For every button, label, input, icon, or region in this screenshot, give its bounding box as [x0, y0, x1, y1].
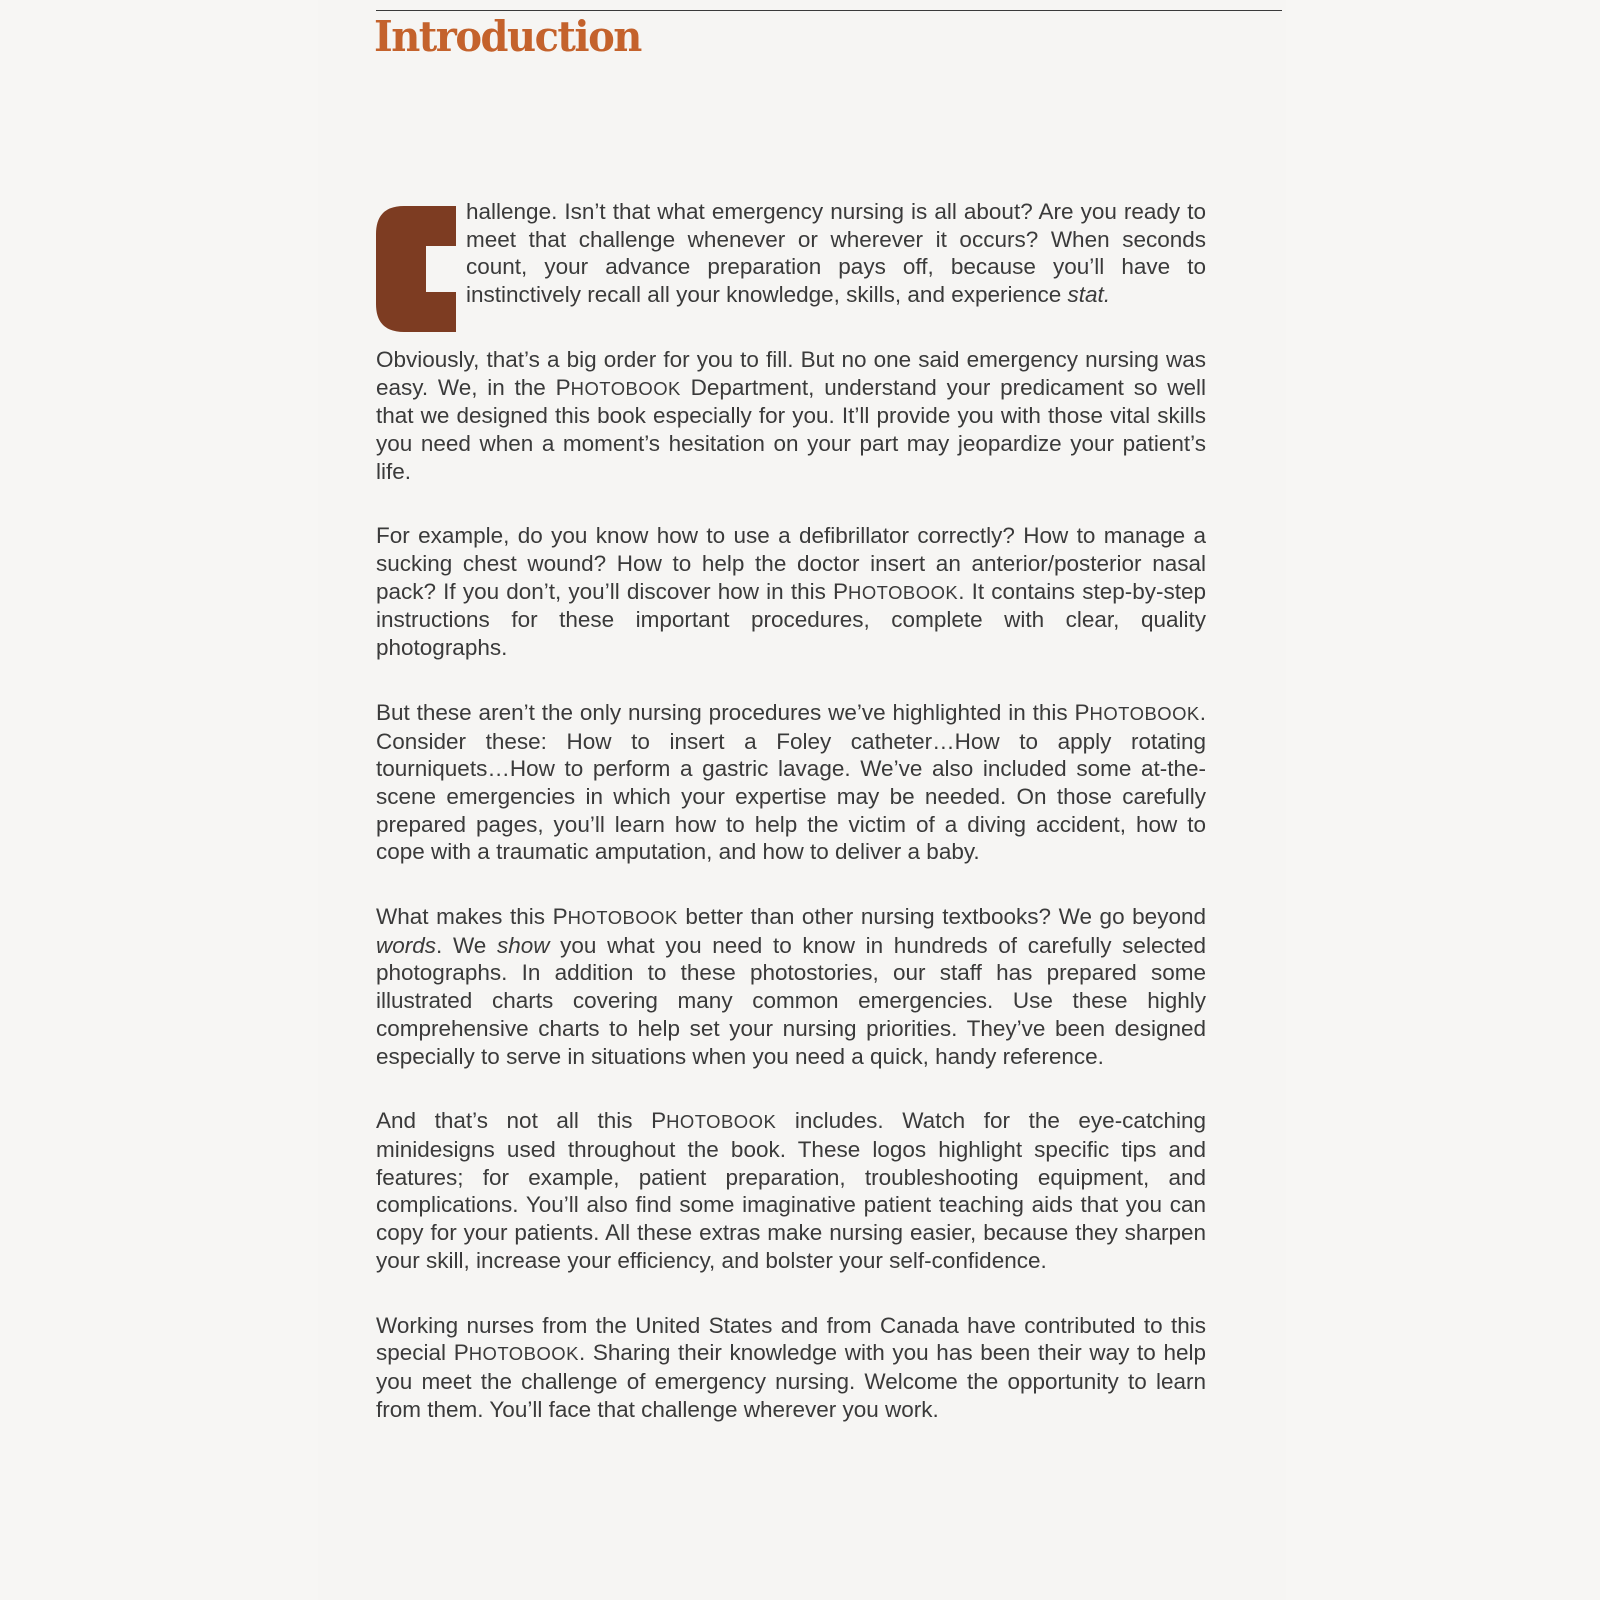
- paragraph-2: Obviously, that’s a big order for you to fill. But no one said emergency nursing was easy. We, in the PHOTOBOOK Department, understand your predicament so well that we designed this book especially for you. It’ll provide you with those vital skills you need when a moment’s hesitation on your part may jeopardize your patient’s life.: [376, 346, 1207, 484]
- brand-name: PHOTOBOOK: [832, 578, 959, 604]
- paragraph-4: But these aren’t the only nursing procedures we’ve highlighted in this PHOTOBOOK. Consider these: How to insert a Foley catheter…How to apply rotating tourniquets…How to perform a gastric lavage. We’ve also included some at-the-scene emergencies in which your expertise may be needed. On those carefully prepared pages, you’ll learn how to help the victim of a diving accident, how to cope with a traumatic amputation, and how to deliver a baby.: [376, 699, 1206, 865]
- paragraph-7: Working nurses from the United States and from Canada have contributed to this special PHOTOBOOK. Sharing their knowledge with you has been their way to help you meet the challenge of emergency nursing. Welcome the opportunity to learn from them. You’ll face that challenge wherever you work.: [376, 1312, 1206, 1422]
- brand-name: PHOTOBOOK: [555, 374, 681, 400]
- paragraph-1: hallenge. Isn’t that what emergency nursing is all about? Are you ready to meet that challenge whenever or wherever it occurs? When seconds count, your advance preparation pays off, because you’ll have to instinctively recall all your knowledge, skills, and experience stat.: [376, 198, 1206, 309]
- brand-name: PHOTOBOOK: [651, 1108, 777, 1134]
- brand-name: PHOTOBOOK: [453, 1340, 579, 1366]
- paragraph-3: For example, do you know how to use a defibrillator correctly? How to manage a sucking chest wound? How to help the doctor insert an anterior/posterior nasal pack? If you don’t, you’ll discover how in this PHOTOBOOK. It contains step-by-step instructions for these important procedures, complete with clear, quality photographs.: [376, 523, 1206, 661]
- drop-cap-c-icon: [376, 206, 456, 332]
- brand-name: PHOTOBOOK: [1074, 699, 1200, 725]
- paragraph-5: What makes this PHOTOBOOK better than other nursing textbooks? We go beyond words. We show you what you need to know in hundreds of carefully selected photographs. In addition to these photostories, our staff has prepared some illustrated charts covering many common emergencies. Use these highly comprehensive charts to help set your nursing priorities. They’ve been designed especially to serve in situations when you need a quick, handy reference.: [376, 904, 1206, 1069]
- article-body: [376, 198, 1206, 1460]
- page-title: Introduction: [374, 12, 641, 62]
- drop-cap: [376, 206, 456, 332]
- brand-name: PHOTOBOOK: [552, 904, 678, 930]
- paragraph-6: And that’s not all this PHOTOBOOK includes. Watch for the eye-catching minidesigns used throughout the book. These logos highlight specific tips and features; for example, patient preparation, troubleshooting equipment, and complications. You’ll also find some imaginative patient teaching aids that you can copy for your patients. All these extras make nursing easier, because they sharpen your skill, increase your efficiency, and bolster your self-confidence.: [376, 1108, 1206, 1273]
- top-rule: [376, 10, 1282, 11]
